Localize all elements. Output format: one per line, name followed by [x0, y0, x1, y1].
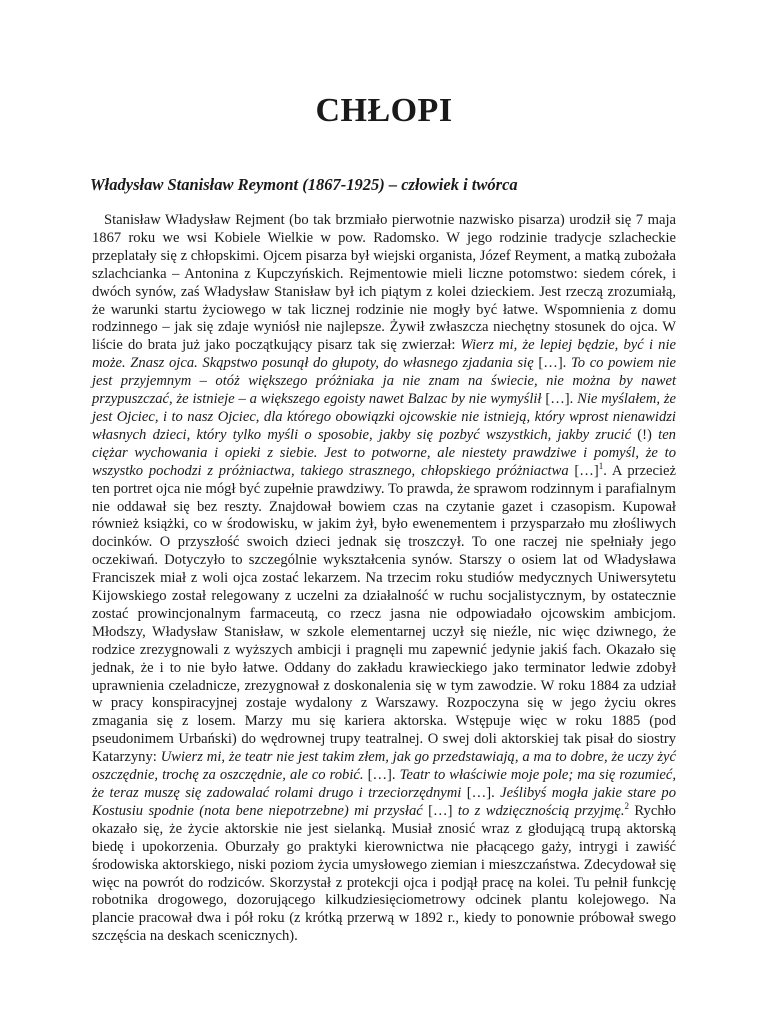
quote-text: Jeślibyś mogła jakie stare po Kostusiu spodnie (nota bene niepotrzebne) mi przysłać [92, 785, 676, 819]
body-text: Stanisław Władysław Rejment (bo tak brzmiało pierwotnie nazwisko pisarza) urodził się 7 maja 1867 roku we wsi Kobiele Wielkie w pow. Radomsko. W jego rodzinie tradycje szlacheckie przeplatały się z chłopskimi. Ojcem pisarza był wiejski organista, Józef Reyment, a matką zubożała szlachcianka – Antonina z Kupczyńskich. Rejmentowie mieli liczne potomstwo: siedem córek, i dwóch synów, zaś Władysław Stanisław był ich piątym z kolei dzieckiem. Jest rzeczą zrozumiałą, że warunki startu życiowego w tak licznej rodzinie nie mogły być łatwe. Wspomnienia z domu rodzinnego – jak się zdaje wyniósł nie najlepsze. Żywił zwłaszcza niechętny stosunek do ojca. W liście do brata już jako początkujący pisarz tak się zwierzał: [92, 212, 676, 354]
quote-text: Teatr to właściwie moje pole; ma się rozumieć, że teraz muszę się zadowalać rolami drugo i trzeciorzędnymi [92, 767, 676, 801]
page-title: CHŁOPI [315, 92, 453, 129]
quote-text: Wierz mi, że lepiej będzie, być i nie może. Znasz ojca. Skąpstwo posunął do głupoty, do własnego zjadania się [92, 337, 677, 372]
body-text: […]. [538, 355, 567, 372]
body-paragraph [92, 212, 676, 946]
quote-text: Uwierz mi, że teatr nie jest takim złem, jak go przedstawiają, a ma to dobre, że uczy żyć oszczędnie, trochę za oszczędnie, ale co robić. [92, 749, 676, 784]
body-text: […] [428, 802, 453, 819]
body-text: […]. [466, 785, 495, 801]
body-text: (!) [637, 426, 652, 443]
body-text: […]. [545, 391, 574, 408]
quote-text: To co powiem nie jest przyjemnym – otóż większego próżniaka ja nie znam na świecie, nie można by nawet przypuszczać, że istnieje – a większego egoisty nawet Balzac by nie wymyślił [92, 355, 676, 408]
footnote-mark: 1 [598, 460, 604, 471]
body-text: . A przecież ten portret ojca nie mógł być zupełnie prawdziwy. To prawda, że sprawom rodzinnym i parafialnym nie oddawał się bez reszty. Znajdował bowiem czas na czytanie gazet i czasopism. Kupował również książki, co w środowisku, w jakim żył, było ewenementem i przysparzało mu złośliwych docinków. O przyszłość swoich dzieci jednak się troszczył. To one raczej nie spełniały jego oczekiwań. Dotyczyło to szczególnie wykształcenia synów. Starszy o osiem lat od Władysława Franciszek miał z woli ojca zostać lekarzem. Na trzecim roku studiów medycznych Uniwersytetu Kijowskiego został relegowany z uczelni za działalność w ruchu socjalistycznym, by ostatecznie zostać prowincjonalnym farmaceutą, co rzecz jasna nie odpowiadało ojcowskim ambicjom. Młodszy, Władysław Stanisław, w szkole elementarnej uczył się nieźle, nic więc dziwnego, że rodzice zrezygnowali z wyższych ambicji i pragnęli mu zapewnić jedynie jakiś fach. Okazało się jednak, że i to nie było łatwe. Oddany do zakładu krawieckiego jako terminator ledwie zdobył uprawnienia czeladnicze, zrezygnował z doskonalenia się w tym zawodzie. W roku 1884 za udział w pracy konspiracyjnej zostaje wydalony z Warszawy. Rozpoczyna się w jego życiu okres zmagania się z losem. Marzy mu się kariera aktorska. Wstępuje więc w roku 1885 (pod pseudonimem Urbański) do wędrownej trupy teatralnej. O swej doli aktorskiej tak pisał do siostry Katarzyny: [92, 462, 676, 766]
section-subtitle: Władysław Stanisław Reymont (1867-1925) – człowiek i twórca [90, 175, 518, 194]
quote-text: Nie myślałem, że jest Ojciec, i to nasz Ojciec, dla którego obowiązki ojcowskie nie istnieją, który wprost nienawidzi własnych dzieci, który tylko myśli o sposobie, jakby się pozbyć wszystkich, jakby zrucić [92, 391, 676, 443]
body-text: […]. [367, 767, 396, 784]
body-text: Rychło okazało się, że życie aktorskie nie jest sielanką. Musiał znosić wraz z głodującą trupą aktorską biedę i upokorzenia. Oburzały go praktyki kierownictwa nie płacącego gaży, intrygi i zawiść środowiska aktorskiego, niski poziom życia umysłowego ziemian i mieszczaństwa. Zdecydował się więc na powrót do rodziców. Skorzystał z protekcji ojca i podjął pracę na kolei. Tu pełnił funkcję robotnika drogowego, dozorującego kilkudziesięciometrowy odcinek plantu kolejowego. Na plancie pracował dwa i pół roku (z krótką przerwą w 1892 r., kiedy to ponownie próbował swego szczęścia na deskach scenicznych). [92, 802, 676, 945]
body-text: […] [574, 462, 599, 479]
quote-text: ten ciężar wychowania i opieki z siebie. Jest to potworne, ale niestety prawdziwe i pomyśl, że to wszystko pochodzi z próżniactwa, takiego strasznego, chłopskiego próżniactwa [92, 426, 676, 479]
footnote-mark: 2 [624, 801, 629, 812]
quote-text: to z wdzięcznością przyjmę. [457, 802, 625, 819]
